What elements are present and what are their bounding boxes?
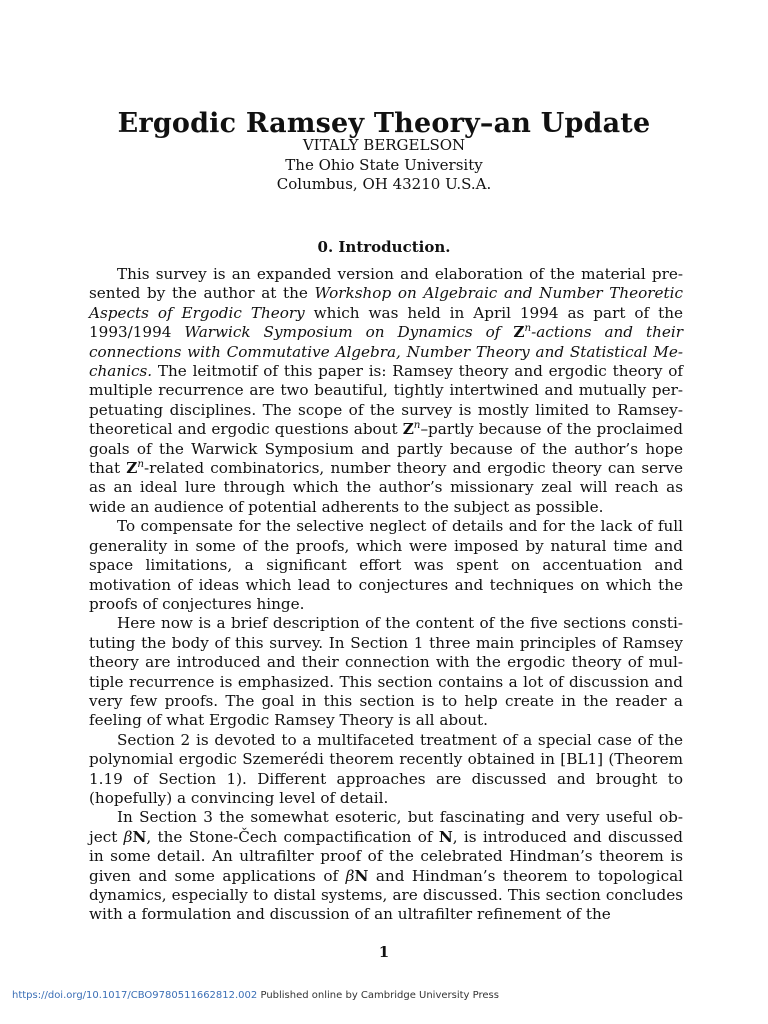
text-run: Warwick Symposium on Dynamics of [184, 323, 514, 342]
text-run: -actions and their connections with Commutative Algebra, Number Theory and Statistical Mechanics. [89, 323, 683, 381]
text-run: and Hindman’s theorem to topological dynamics, especially to distal systems, are discussed. This section concludes with a formulation and discussion of an ultrafilter refinement of the [89, 866, 683, 924]
text-run: Z [402, 420, 414, 439]
text-run: -related combinatorics, number theory and ergodic theory can serve as an ideal lure through which the author’s missionary zeal will reach as wide an audience of potential adherents to the subject as possible. [89, 459, 683, 516]
text-run: This survey is an expanded version and elaboration of the material presented by the author at the [89, 265, 683, 303]
text-run: In Section 3 the somewhat esoteric, but fascinating and very useful object [89, 808, 683, 846]
author-block [0, 136, 768, 195]
text-run: n [137, 458, 144, 470]
paragraph [89, 731, 683, 809]
paragraph [89, 614, 683, 730]
doi-link[interactable]: https://doi.org/10.1017/CBO9780511662812.002 [12, 990, 258, 1001]
text-run: β [123, 827, 133, 846]
text-run: , the Stone-Čech compactification of [146, 827, 439, 846]
text-run: N [438, 827, 453, 846]
text-run: N [354, 866, 369, 885]
author-name: VITALY BERGELSON [302, 136, 466, 154]
text-run: N [132, 827, 147, 846]
text-run: To compensate for the selective neglect of details and for the lack of full generality in some of the proofs, which were imposed by natural time and space limitations, a significant effort was spent on accentuation and motivation of ideas which lead to conjectures and techniques on which the proofs of conjectures hinge. [89, 517, 683, 613]
footer-text: Published online by Cambridge University Press [257, 990, 499, 1001]
text-run: n [413, 419, 421, 432]
paper-title: Ergodic Ramsey Theory–an Update [117, 108, 651, 140]
text-run: which was held in April 1994 as part of the 1993/1994 [89, 303, 683, 342]
text-run: β [345, 866, 355, 885]
text-run: Here now is a brief description of the content of the five sections constituting the body of this survey. In Section 1 three main principles of Ramsey theory are introduced and their connection with the ergodic theory of multiple recurrence is emphasized. This section contains a lot of discussion and very few proofs. The goal in this section is to help create in the reader a feeling of what Ergodic Ramsey Theory is all about. [89, 614, 683, 730]
text-run: The leitmotif of this paper is: Ramsey theory and ergodic theory of multiple recurrence are two beautiful, tightly intertwined and mutually perpetuating disciplines. The scope of the survey is mostly limited to Ramsey-theoretical and ergodic questions about [89, 362, 683, 439]
body-text [89, 265, 683, 925]
author-address: Columbus, OH 43210 U.S.A. [276, 175, 492, 193]
paragraph [89, 517, 683, 614]
text-run: Workshop on Algebraic and Number Theoretic Aspects of Ergodic Theory [89, 284, 683, 322]
text-run: Z [126, 459, 138, 478]
footer [12, 990, 499, 1001]
page-number: 1 [378, 943, 390, 961]
text-run: n [524, 322, 532, 335]
text-run: , is introduced and discussed in some detail. An ultrafilter proof of the celebrated Hindman’s theorem is given and some applications of [89, 827, 684, 885]
paragraph [89, 808, 683, 924]
text-run: Section 2 is devoted to a multifaceted treatment of a special case of the polynomial ergodic Szemerédi theorem recently obtained in [BL1] (Theorem 1.19 of Section 1). Different approaches are discussed and brought to (hopefully) a convincing level of detail. [89, 730, 683, 807]
paragraph [89, 265, 683, 517]
text-run: Z [513, 323, 525, 342]
section-heading: 0. Introduction. [317, 238, 451, 256]
text-run: –partly because of the proclaimed goals of the Warwick Symposium and partly because of the author’s hope that [89, 420, 684, 478]
author-affiliation: The Ohio State University [285, 155, 483, 174]
